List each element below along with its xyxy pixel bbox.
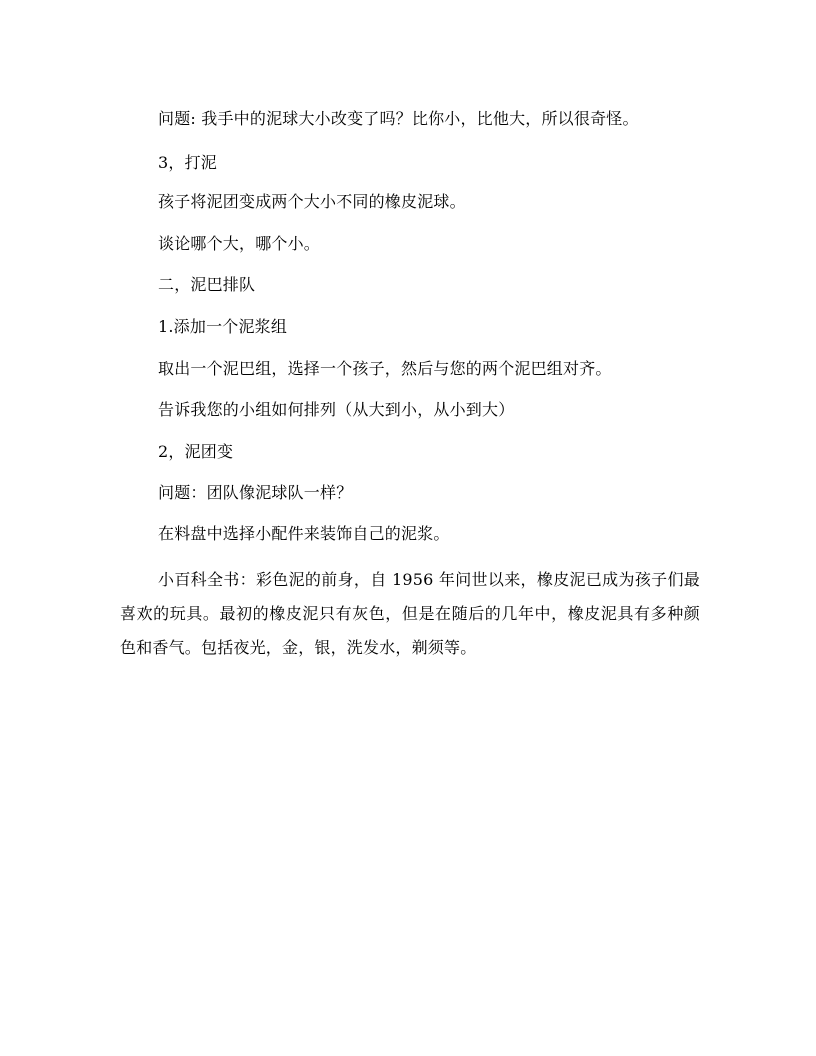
text-line-question-team: 问题：团队像泥球队一样？: [158, 483, 353, 502]
text-line-discuss-size: 谈论哪个大，哪个小。: [158, 234, 321, 253]
text-line-question-mud-ball-size: 问题: 我手中的泥球大小改变了吗？比你小，比他大，所以很奇怪。: [158, 109, 639, 128]
text-line-step-2-heading: 2，泥团变: [158, 442, 234, 461]
text-line-section-2-heading: 二，泥巴排队: [158, 275, 256, 294]
text-line-choose-accessories: 在料盘中选择小配件来装饰自己的泥浆。: [158, 524, 450, 543]
text-line-tell-arrangement: 告诉我您的小组如何排列（从大到小，从小到大）: [158, 400, 515, 419]
text-line-step-3-heading: 3，打泥: [158, 153, 217, 172]
encyclopedia-paragraph: 小百科全书：彩色泥的前身，自 1956 年问世以来，橡皮泥已成为孩子们最喜欢的玩具。最初的橡皮泥只有灰色，但是在随后的几年中，橡皮泥具有多种颜色和香气。包括夜光，金，银，洗发水，剃须等。: [120, 570, 700, 657]
text-line-children-make-balls: 孩子将泥团变成两个大小不同的橡皮泥球。: [158, 192, 466, 211]
text-line-step-1-heading: 1.添加一个泥浆组: [158, 317, 288, 336]
text-line-take-mud-group: 取出一个泥巴组，选择一个孩子，然后与您的两个泥巴组对齐。: [158, 359, 612, 378]
